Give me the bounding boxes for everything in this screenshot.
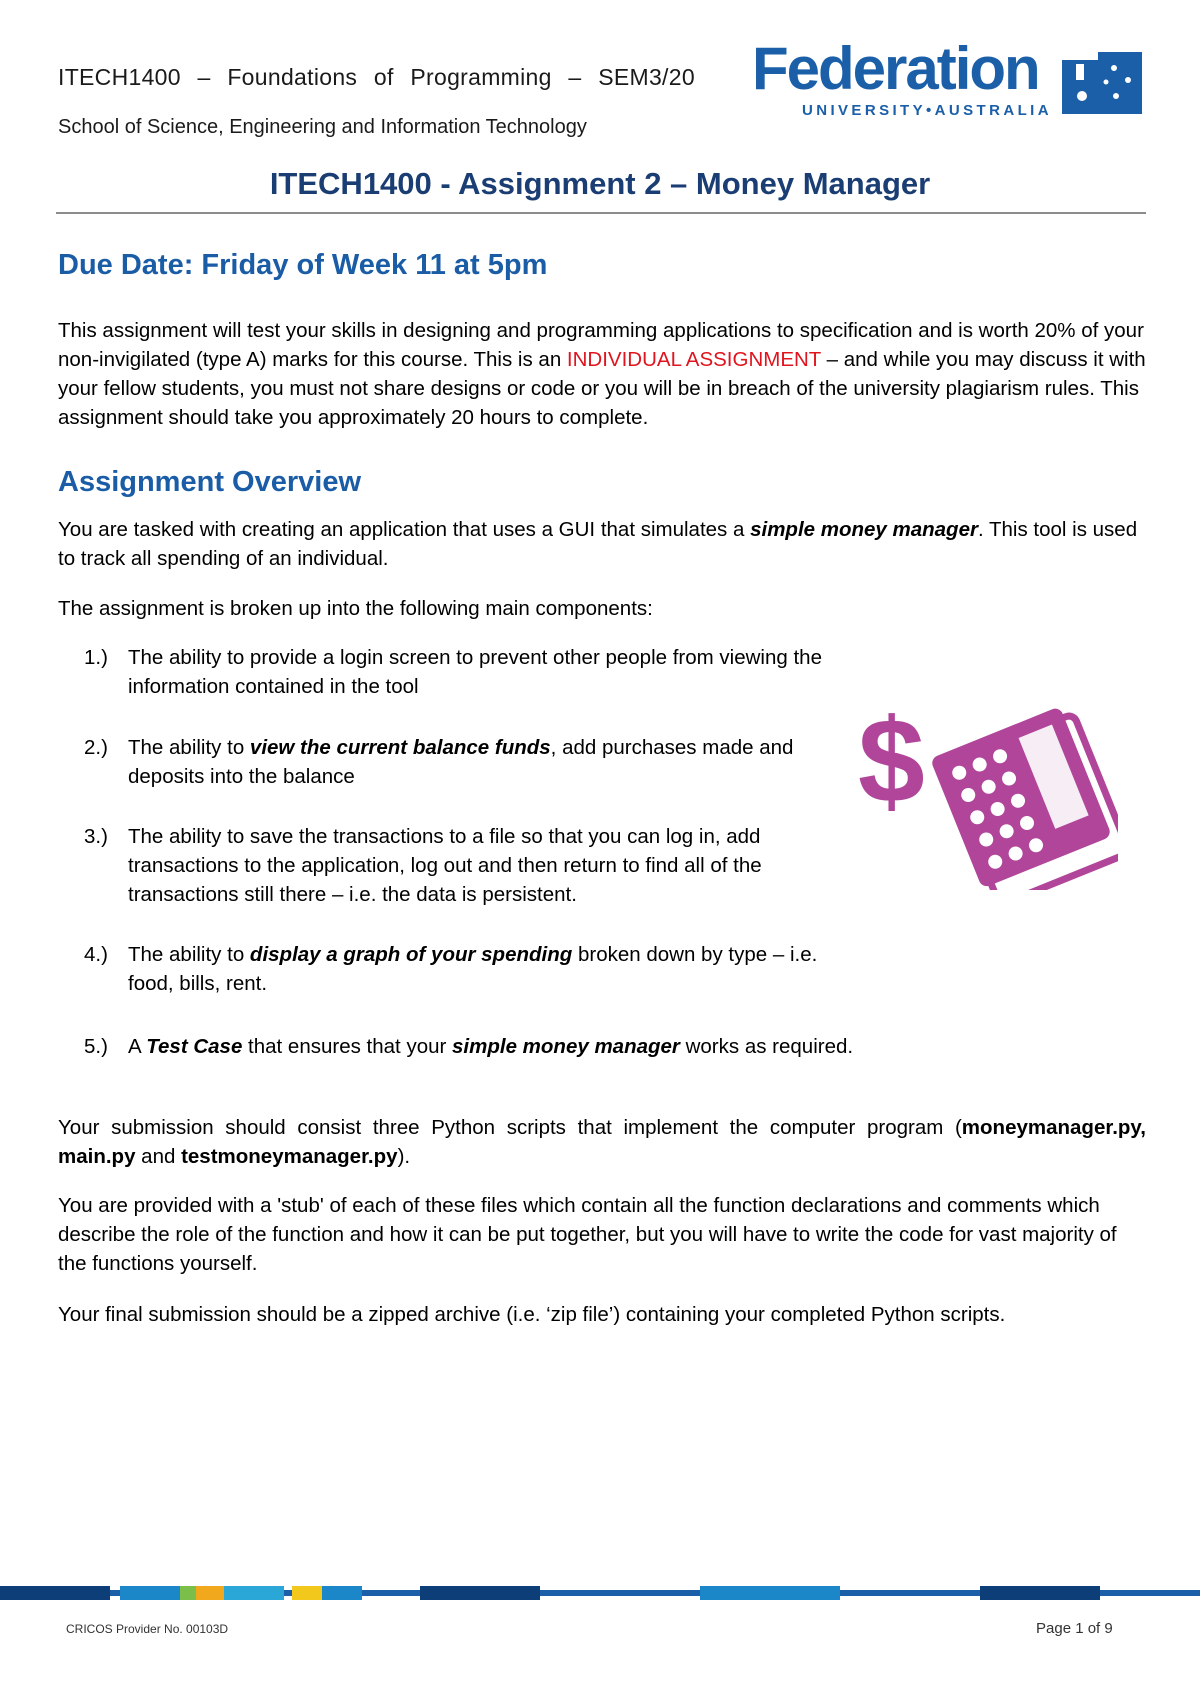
submission-text-1: Your submission should consist three Python scripts that implement the computer program ( (58, 1116, 962, 1139)
list-text-part: that ensures that your (242, 1035, 453, 1058)
list-emphasis: view the current balance funds (249, 736, 551, 759)
title-divider (56, 212, 1146, 214)
logo-wordmark: Federation (752, 35, 1039, 102)
money-calculator-illustration (858, 690, 1118, 890)
list-emphasis: display a graph of your spending (249, 943, 573, 966)
list-number: 1.) (84, 646, 108, 669)
overview-heading: Assignment Overview (58, 466, 361, 498)
list-number: 4.) (84, 943, 108, 966)
logo-subtitle: UNIVERSITY•AUSTRALIA (802, 102, 1052, 119)
submission-paragraph (58, 1113, 1146, 1171)
list-text (128, 940, 828, 998)
list-text-part: , add purchases made and deposits into the balance (128, 736, 794, 788)
dollar-icon (858, 694, 925, 828)
list-text-part: The ability to (128, 736, 250, 759)
list-text (128, 822, 828, 909)
list-text (128, 643, 828, 701)
submission-files-2: testmoneymanager.py (181, 1145, 398, 1168)
list-text-part: broken down by type – i.e. food, bills, rent. (128, 943, 818, 995)
list-item (84, 643, 822, 703)
list-text (128, 1032, 1008, 1061)
course-line: ITECH1400 – Foundations of Programming – SEM3/20 (58, 64, 695, 90)
list-text-part: The ability to (128, 943, 250, 966)
intro-paragraph (58, 316, 1148, 432)
cricos-provider: CRICOS Provider No. 00103D (66, 1622, 229, 1636)
list-text (128, 733, 828, 791)
page-number: Page 1 of 9 (1036, 1620, 1113, 1637)
intro-text-1: This assignment will test your skills in designing and programming applications to specification and is worth 20% of your non-invigilated (type A) marks for this course. This is an (58, 319, 1144, 371)
individual-assignment-highlight: INDIVIDUAL ASSIGNMENT (566, 348, 821, 371)
svg-text:$: $ (858, 694, 925, 828)
overview-emphasis: simple money manager (750, 518, 978, 541)
list-text-part: The ability to provide a login screen to prevent other people from viewing the information contained in the tool (128, 646, 822, 698)
list-text-part: works as required. (679, 1035, 854, 1058)
final-submission-paragraph: Your final submission should be a zipped archive (i.e. ‘zip file’) containing your completed Python scripts. (58, 1303, 1006, 1326)
submission-files-1: moneymanager.py, main.py (58, 1116, 1146, 1168)
calculator-icon (930, 703, 1118, 890)
overview-text-2: . This tool is used to track all spending of an individual. (58, 518, 1138, 570)
list-number: 3.) (84, 825, 108, 848)
footer-color-bar (0, 1586, 1200, 1600)
federation-logo (752, 35, 1144, 122)
document-title: ITECH1400 - Assignment 2 – Money Manager (269, 166, 931, 201)
list-item (84, 1032, 984, 1062)
list-text-part: A (128, 1035, 147, 1058)
flag-icon (1062, 46, 1142, 116)
school-line: School of Science, Engineering and Information Technology (58, 116, 587, 138)
components-intro: The assignment is broken up into the following main components: (58, 597, 653, 620)
list-emphasis: Test Case (146, 1035, 243, 1058)
list-item (84, 822, 804, 912)
list-item (84, 733, 804, 793)
stub-paragraph: You are provided with a 'stub' of each of these files which contain all the function declarations and comments which describe the role of the function and how it can be put together, but you will have to write the code for vast majority of the functions yourself. (58, 1194, 1117, 1275)
overview-paragraph (58, 515, 1148, 573)
due-date-heading: Due Date: Friday of Week 11 at 5pm (58, 249, 548, 281)
overview-text-1: You are tasked with creating an application that uses a GUI that simulates a (58, 518, 751, 541)
list-number: 5.) (84, 1035, 108, 1058)
intro-text-2: – and while you may discuss it with your fellow students, you must not share designs or code or you will be in breach of the university plagiarism rules. This assignment should take you approximately 20 hours to complete. (58, 348, 1146, 429)
list-item (84, 940, 818, 1000)
list-text-part: The ability to save the transactions to a file so that you can log in, add transactions to the application, log out and then return to find all of the transactions still there – i.e. the data is persistent. (128, 825, 762, 906)
list-number: 2.) (84, 736, 108, 759)
list-emphasis: simple money manager (452, 1035, 680, 1058)
submission-text-and: and (135, 1145, 182, 1168)
submission-text-2: ). (397, 1145, 411, 1168)
